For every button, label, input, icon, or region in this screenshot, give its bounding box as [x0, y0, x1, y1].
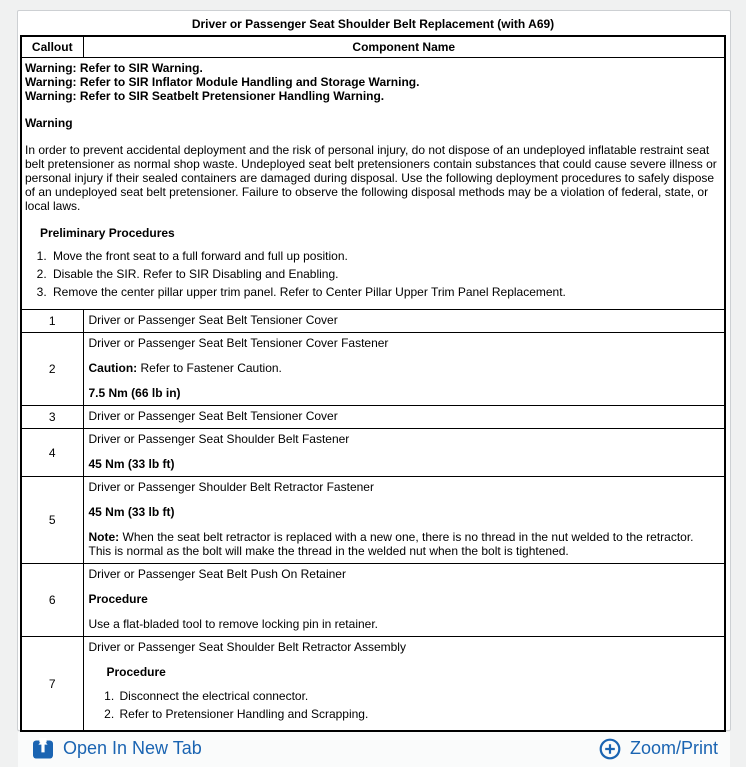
callout-number: 1	[21, 310, 83, 333]
viewer-footer-bar	[18, 732, 730, 767]
component-row-2	[21, 333, 725, 406]
notes-row	[21, 58, 725, 310]
document-viewer-panel	[17, 10, 731, 758]
notes-cell	[21, 58, 725, 310]
callout-number: 2	[21, 333, 83, 406]
open-in-new-tab-label: Open In New Tab	[63, 738, 202, 758]
zoom-plus-icon	[599, 738, 621, 760]
component-paragraph: Caution: Refer to Fastener Caution.	[88, 361, 282, 375]
component-paragraph: Driver or Passenger Seat Belt Push On Retainer	[88, 567, 346, 581]
component-paragraph: Use a flat-bladed tool to remove locking pin in retainer.	[88, 617, 378, 631]
document-title: Driver or Passenger Seat Shoulder Belt Replacement (with A69)	[191, 17, 555, 31]
component-paragraph: 45 Nm (33 lb ft)	[88, 457, 175, 471]
component-row-3	[21, 406, 725, 429]
component-name-cell	[83, 310, 725, 333]
component-paragraph: Note: When the seat belt retractor is replaced with a new one, there is no thread in the nut welded to the retractor. This is normal as the bolt will make the thread in the welded nut when the bolt is tightened.	[88, 530, 694, 558]
component-name-cell	[83, 333, 725, 406]
component-paragraph: Driver or Passenger Seat Shoulder Belt Retractor Assembly	[88, 640, 406, 654]
components-table	[20, 35, 726, 732]
component-paragraph: Driver or Passenger Seat Belt Tensioner Cover Fastener	[88, 336, 389, 350]
open-in-new-tab-button[interactable]	[32, 737, 202, 760]
preliminary-step: 2. Disable the SIR. Refer to SIR Disabling and Enabling.	[50, 267, 720, 281]
warning-reference-line: Warning: Refer to SIR Seatbelt Pretensioner Handling Warning.	[25, 89, 385, 103]
warning-reference-line: Warning: Refer to SIR Inflator Module Handling and Storage Warning.	[25, 75, 420, 89]
callout-column-header: Callout	[21, 36, 83, 58]
component-name-column-header: Component Name	[83, 36, 725, 58]
component-paragraph: 45 Nm (33 lb ft)	[88, 505, 175, 519]
component-paragraph: Driver or Passenger Seat Belt Tensioner Cover	[88, 313, 338, 327]
warning-references	[25, 61, 720, 103]
zoom-print-label: Zoom/Print	[629, 738, 718, 758]
open-in-new-tab-icon	[32, 737, 54, 760]
component-row-6	[21, 564, 725, 637]
callout-number: 6	[21, 564, 83, 637]
component-row-5	[21, 477, 725, 564]
preliminary-procedures-list	[25, 249, 720, 299]
preliminary-procedures-heading: Preliminary Procedures	[40, 226, 175, 240]
preliminary-step: 1. Move the front seat to a full forward and full up position.	[50, 249, 720, 263]
zoom-print-button[interactable]	[599, 738, 718, 760]
document-body	[18, 11, 730, 732]
table-header-row	[21, 36, 725, 58]
component-row-4	[21, 429, 725, 477]
callout-number: 3	[21, 406, 83, 429]
component-name-cell	[83, 477, 725, 564]
warning-paragraph: In order to prevent accidental deployment and the risk of personal injury, do not dispose of an undeployed inflatable restraint seat belt pretensioner as normal shop waste. Undeployed seat belt pretensioners contain substances that could cause severe illness or personal injury if their sealed containers are damaged during disposal. Use the following deployment procedures to safely dispose of an undeployed seat belt pretensioner. Failure to observe the following disposal methods may be a violation of federal, state, or local laws.	[25, 143, 717, 213]
component-name-cell	[83, 406, 725, 429]
component-paragraph: Driver or Passenger Seat Shoulder Belt Fastener	[88, 432, 350, 446]
component-paragraph: Procedure	[88, 592, 148, 606]
warning-heading: Warning	[25, 116, 73, 130]
component-paragraph: Driver or Passenger Shoulder Belt Retractor Fastener	[88, 480, 374, 494]
warning-reference-line: Warning: Refer to SIR Warning.	[25, 61, 203, 75]
component-row-1	[21, 310, 725, 333]
procedure-step: 1. Disconnect the electrical connector.	[118, 689, 720, 703]
component-name-cell	[83, 429, 725, 477]
component-name-cell	[83, 564, 725, 637]
component-paragraph: Driver or Passenger Seat Belt Tensioner Cover	[88, 409, 338, 423]
component-paragraph: Procedure	[106, 665, 166, 679]
component-row-7	[21, 637, 725, 732]
preliminary-step: 3. Remove the center pillar upper trim panel. Refer to Center Pillar Upper Trim Panel Replacement.	[50, 285, 720, 299]
procedure-steps-list	[89, 689, 720, 721]
callout-number: 5	[21, 477, 83, 564]
component-paragraph: 7.5 Nm (66 lb in)	[88, 386, 181, 400]
procedure-step: 2. Refer to Pretensioner Handling and Scrapping.	[118, 707, 720, 721]
component-name-cell	[83, 637, 725, 732]
callout-number: 4	[21, 429, 83, 477]
callout-number: 7	[21, 637, 83, 732]
